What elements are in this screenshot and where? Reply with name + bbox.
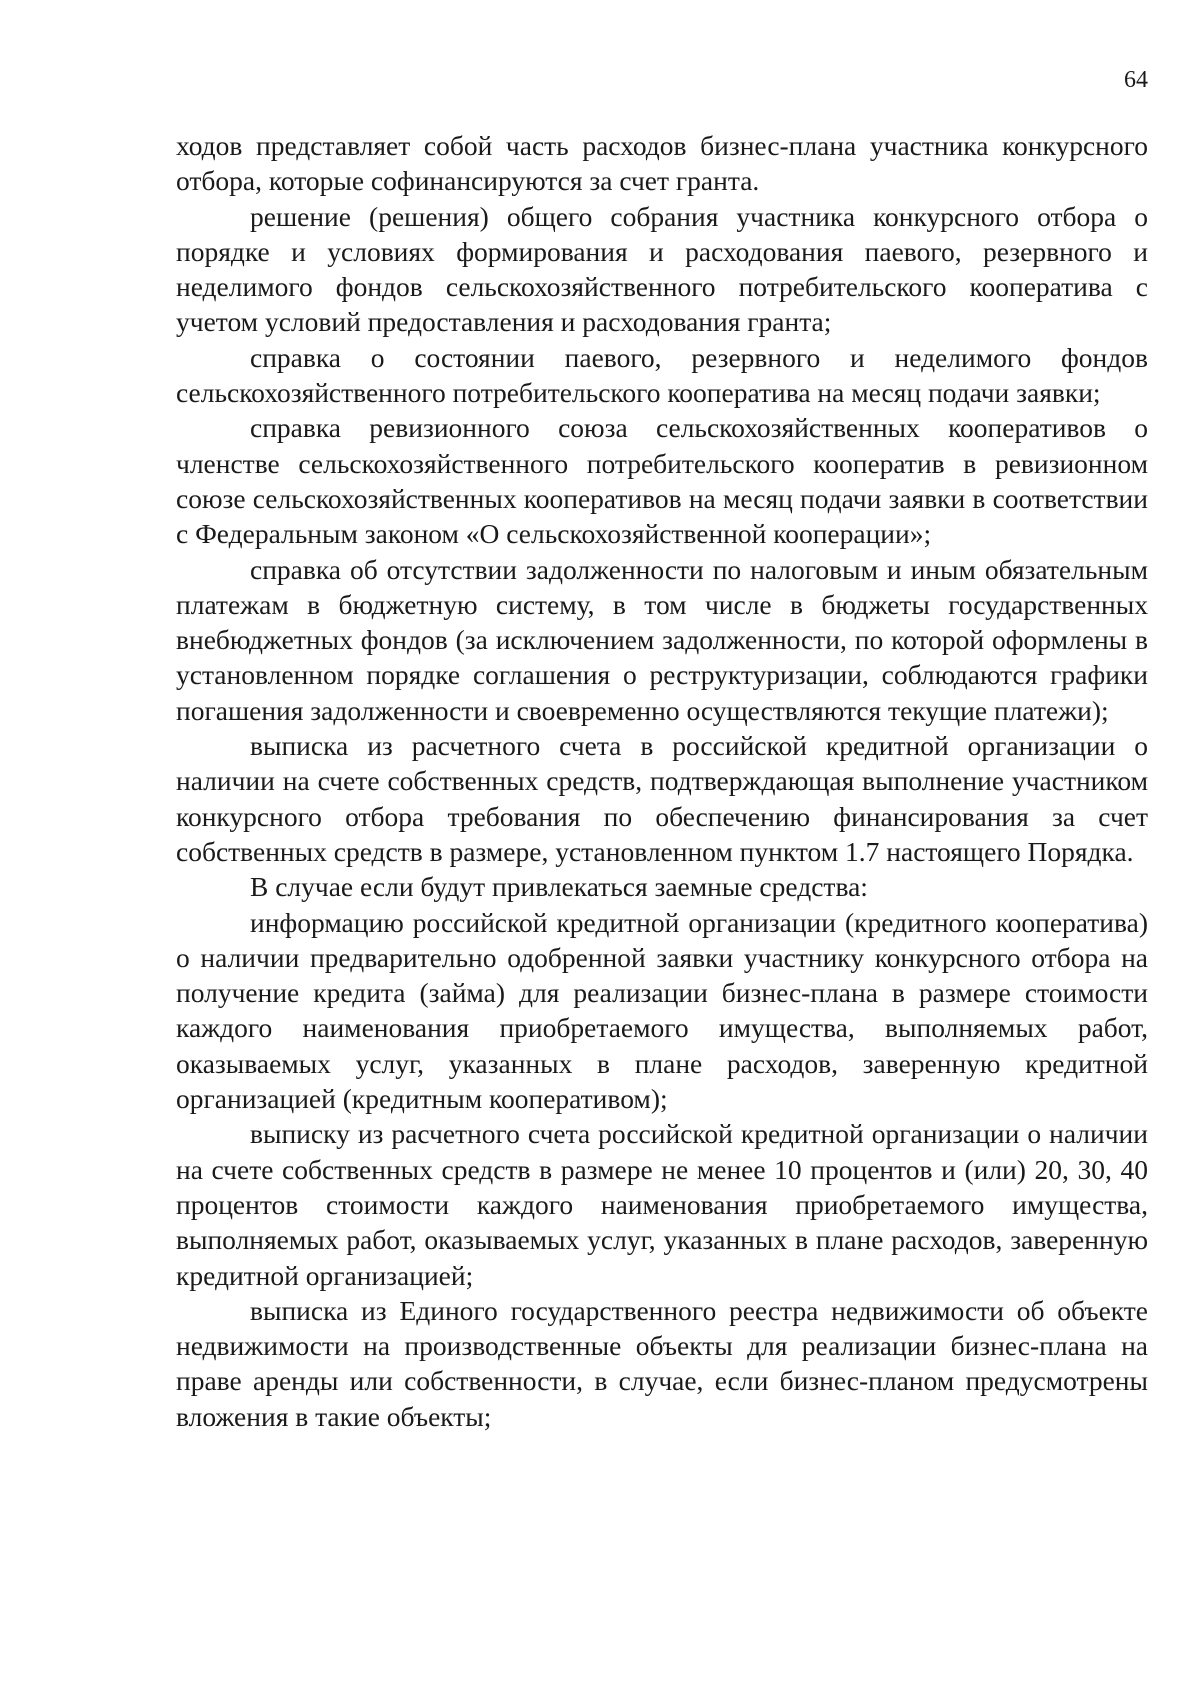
document-body [176, 128, 1148, 1434]
paragraph-funds-status-certificate: справка о состоянии паевого, резервного и неделимого фондов сельскохозяйственного потребительского кооператива на месяц подачи заявки; [176, 341, 1148, 409]
paragraph-real-estate-registry-extract: выписка из Единого государственного реестра недвижимости об объекте недвижимости на производственные объекты для реализации бизнес-плана на праве аренды или собственности, в случае, если бизнес-планом предусмотрены вложения в такие объекты; [176, 1294, 1148, 1432]
paragraph-no-debt-certificate: справка об отсутствии задолженности по налоговым и иным обязательным платежам в бюджетную систему, в том числе в бюджеты государственных внебюджетных фондов (за исключением задолженности, по которой оформлены в установленном порядке соглашения о реструктуризации, соблюдаются графики погашения задолженности и своевременно осуществляются текущие платежи); [176, 553, 1148, 726]
paragraph-borrowed-funds-intro: В случае если будут привлекаться заемные средства: [250, 871, 868, 903]
paragraph-own-funds-statement: выписку из расчетного счета российской кредитной организации о наличии на счете собственных средств в размере не менее 10 процентов и (или) 20, 30, 40 процентов стоимости каждого наименования приобретаемого имущества, выполняемых работ, оказываемых услуг, указанных в плане расходов, заверенную кредитной организацией; [176, 1118, 1148, 1291]
paragraph-audit-union-certificate: справка ревизионного союза сельскохозяйственных кооперативов о членстве сельскохозяйственного потребительского кооператив в ревизионном союзе сельскохозяйственных кооперативов на месяц подачи заявки в соответствии с Федеральным законом «О сельскохозяйственной кооперации»; [176, 412, 1148, 550]
page-number: 64 [1124, 67, 1148, 93]
paragraph-credit-approval-info: информацию российской кредитной организации (кредитного кооператива) о наличии предварительно одобренной заявки участнику конкурсного отбора на получение кредита (займа) для реализации бизнес-плана в размере стоимости каждого наименования приобретаемого имущества, выполняемых работ, оказываемых услуг, указанных в плане расходов, заверенную кредитной организацией (кредитным кооперативом); [176, 906, 1148, 1115]
paragraph-continuation: ходов представляет собой часть расходов бизнес-плана участника конкурсного отбора, которые софинансируются за счет гранта. [176, 130, 1148, 197]
paragraph-general-meeting-decision: решение (решения) общего собрания участника конкурсного отбора о порядке и условиях формирования и расходования паевого, резервного и неделимого фондов сельскохозяйственного потребительского кооператива с учетом условий предоставления и расходования гранта; [176, 200, 1148, 338]
paragraph-bank-account-statement: выписка из расчетного счета в российской кредитной организации о наличии на счете собственных средств, подтверждающая выполнение участником конкурсного отбора требования по обеспечению финансирования за счет собственных средств в размере, установленном пунктом 1.7 настоящего Порядка. [176, 730, 1148, 867]
